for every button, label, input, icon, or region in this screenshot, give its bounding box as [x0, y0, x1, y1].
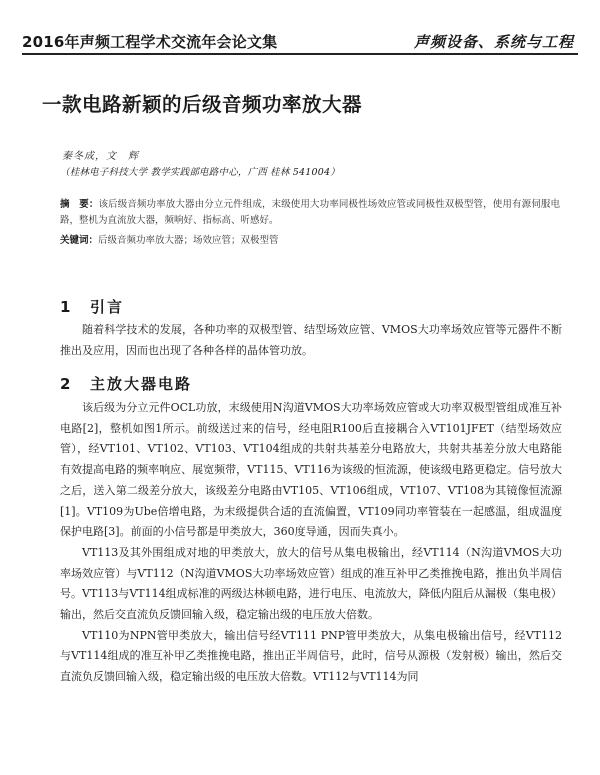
paragraph: VT113及其外围组成对地的甲类放大，放大的信号从集电极输出，经VT114（N沟道VMOS大功率场效应管）与VT112（N沟道VMOS大功率场效应管）组成的准互补甲乙类推挽电路，推出负半周信号。VT113与VT114组成标准的两级达林顿电路，进行电压、电流放大，降低内阻后从漏极（集电极）输出，然后交直流负反馈回输入级，稳定输出级的电压放大倍数。	[60, 545, 562, 622]
section-1-body	[60, 320, 562, 361]
section-number: 2	[60, 375, 71, 393]
authors: 秦冬成，文 辉	[62, 151, 139, 162]
section-number: 1	[60, 298, 71, 316]
section-heading-2	[60, 373, 192, 394]
section-2-body	[60, 398, 562, 688]
affiliation: （桂林电子科技大学 教学实践部电路中心，广西 桂林 541004）	[60, 167, 340, 178]
paragraph: 随着科学技术的发展，各种功率的双极型管、结型场效应管、VMOS大功率场效应管等元器件不断推出及应用，因而也出现了各种各样的晶体管功放。	[60, 323, 562, 357]
abstract	[60, 197, 560, 229]
proceedings-title: 2016年声频工程学术交流年会论文集	[22, 33, 278, 51]
abstract-label: 摘 要：	[60, 199, 99, 210]
abstract-text: 该后级音频功率放大器由分立元件组成，末级使用大功率同极性场效应管或同极性双极型管，使用有源伺服电路，整机为直流放大器，频响好、指标高、听感好。	[60, 199, 560, 226]
keywords-text: 后级音频功率放大器；场效应管；双极型管	[98, 235, 279, 246]
section-title: 主放大器电路	[90, 375, 193, 393]
paragraph: VT110为NPN管甲类放大，输出信号经VT111 PNP管甲类放大，从集电极输出信号，经VT112与VT114组成的准互补甲乙类推挽电路，推出正半周信号，此时，信号从源极（发射极）输出，然后交直流负反馈回输入级，稳定输出级的电压放大倍数。VT112与VT114为同	[60, 628, 562, 684]
keywords	[60, 233, 560, 249]
running-header	[22, 31, 578, 55]
section-title: 引言	[90, 298, 125, 316]
paper-title: 一款电路新颖的后级音频功率放大器	[42, 93, 363, 116]
section-heading-1	[60, 296, 124, 317]
keywords-label: 关键词：	[60, 235, 99, 246]
paragraph: 该后级为分立元件OCL功放，末级使用N沟道VMOS大功率场效应管或大功率双极型管组成准互补电路[2]，整机如图1所示。前级送过来的信号，经电阻R100后直接耦合入VT101JFET（结型场效应管），经VT101、VT102、VT103、VT104组成的共射共基差分电路放大，共射共基差分放大电路能有效提高电路的频率响应、展宽频带，VT115、VT116为该级的恒流源，使该级电路更稳定。信号放大之后，送入第二级差分放大，该级差分电路由VT105、VT106组成，VT107、VT108为其镜像恒流源[1]。VT109为Ube倍增电路，为末级提供合适的直流偏置，VT109同功率管装在一起感温，组成温度保护电路[3]。前面的小信号都是甲类放大，360度导通，因而失真小。	[60, 401, 562, 539]
section-category: 声频设备、系统与工程	[413, 33, 574, 51]
